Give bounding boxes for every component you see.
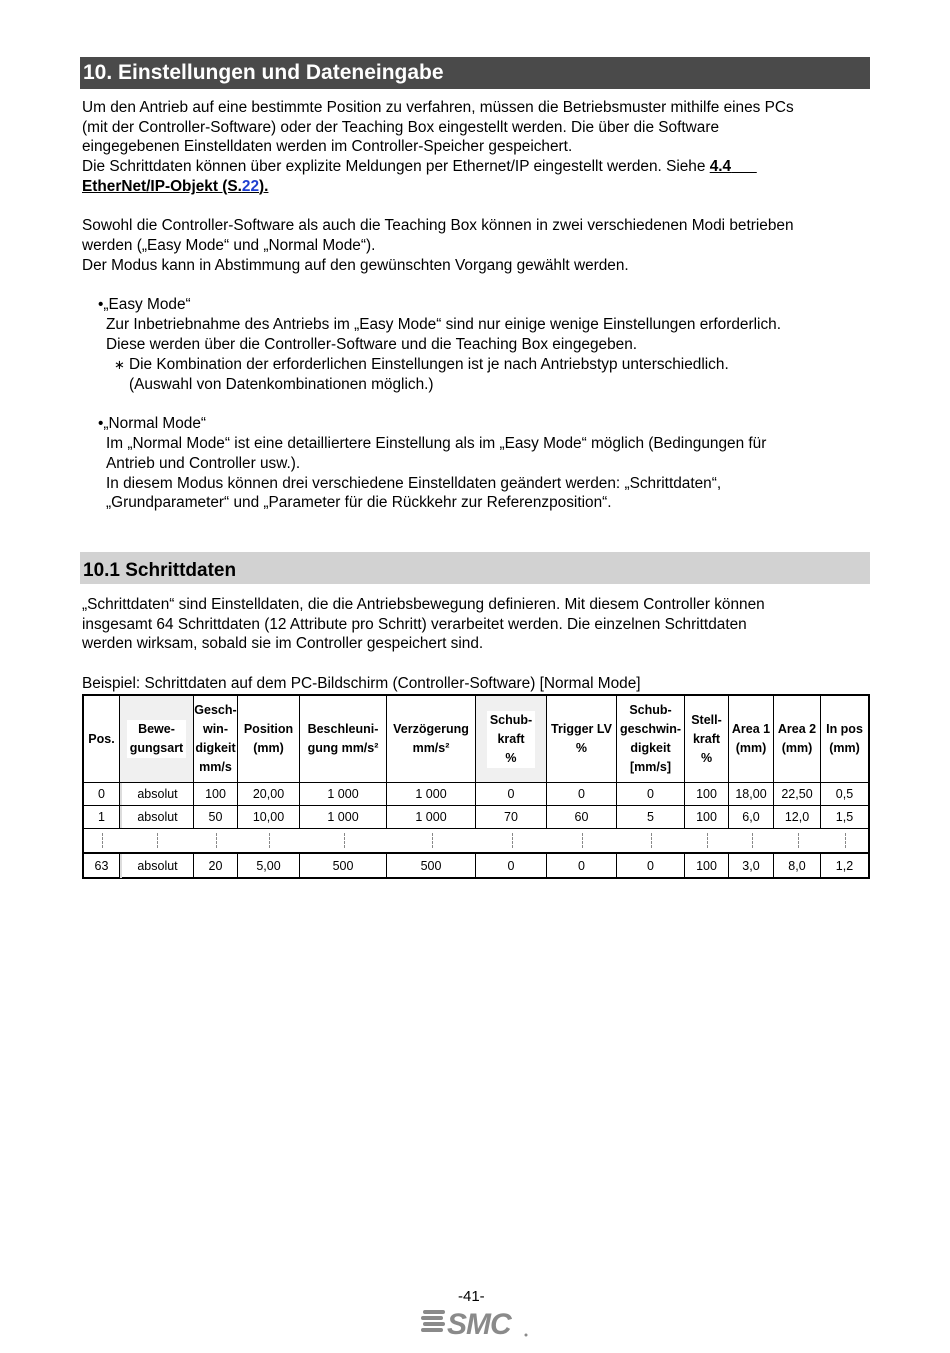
ellipsis-marker (269, 833, 270, 848)
header-beschleunigung (300, 696, 387, 782)
header-text: gung mm/s² (307, 741, 379, 755)
header-text: kraft (692, 731, 721, 746)
table-cell: 100 (685, 806, 729, 828)
header-text: % (505, 750, 517, 765)
ellipsis-marker (344, 833, 345, 848)
table-cell: absolut (120, 806, 194, 828)
header-text: Trigger LV (551, 722, 612, 736)
ellipsis-marker (707, 833, 708, 848)
header-pos (84, 696, 120, 782)
header-position (238, 696, 300, 782)
normal-mode-line-1: Im „Normal Mode“ ist eine detailliertere Einstellung als im „Easy Mode“ möglich (Bedingungen für (106, 435, 767, 452)
table-cell: 22,50 (774, 783, 821, 805)
modes-line-3: Der Modus kann in Abstimmung auf den gewünschten Vorgang gewählt werden. (82, 257, 629, 274)
header-text: Stell- (691, 712, 722, 727)
ellipsis-marker (216, 833, 217, 848)
table-cell: 1 000 (300, 783, 387, 805)
table-cell: 0 (617, 854, 685, 878)
page-number: -41- (458, 1288, 485, 1305)
header-text: % (700, 750, 713, 765)
table-cell: 0 (547, 783, 617, 805)
section-line-1: „Schrittdaten“ sind Einstelldaten, die die Antriebsbewegung definieren. Mit diesem Controller können (82, 596, 765, 613)
header-text: geschwin- (619, 722, 682, 736)
example-caption: Beispiel: Schrittdaten auf dem PC-Bildschirm (Controller-Software) [Normal Mode] (82, 675, 641, 692)
header-text: Position (243, 722, 294, 736)
ref-link-text: EtherNet/IP-Objekt (S. (82, 178, 242, 195)
intro-line-4 (82, 157, 757, 177)
header-text: digkeit (195, 741, 236, 755)
header-text: Beschleuni- (307, 722, 379, 736)
header-text: Bewe- (138, 722, 175, 736)
header-trigger-lv (547, 696, 617, 782)
header-text: (mm) (781, 741, 813, 755)
header-text: (mm) (253, 741, 284, 755)
table-ellipsis-row (84, 828, 868, 852)
header-text: Area 2 (777, 722, 817, 736)
table-cell: 0 (476, 783, 547, 805)
table-cell: 3,0 (729, 854, 774, 878)
table-cell: 100 (685, 783, 729, 805)
table-cell: 20,00 (238, 783, 300, 805)
table-cell: 0 (617, 783, 685, 805)
table-cell: absolut (120, 854, 194, 878)
header-area-2 (774, 696, 821, 782)
header-area-1 (729, 696, 774, 782)
header-text: Schub- (489, 712, 533, 727)
header-text: mm/s² (412, 741, 450, 755)
table-cell: 100 (685, 854, 729, 878)
header-text: Verzögerung (393, 722, 469, 736)
ellipsis-marker (845, 833, 846, 848)
ref-link-end: ). (259, 178, 269, 195)
header-schubkraft (476, 696, 547, 782)
table-cell: 10,00 (238, 806, 300, 828)
intro-line-4-text: Die Schrittdaten können über explizite Meldungen per Ethernet/IP eingestellt werden. Siehe (82, 158, 710, 175)
header-text: % (575, 741, 588, 755)
table-cell: 0 (547, 854, 617, 878)
header-geschwindigkeit (194, 696, 238, 782)
header-text: kraft (497, 731, 525, 746)
table-cell: 0 (476, 854, 547, 878)
header-text: (mm) (735, 741, 767, 755)
normal-mode-line-2: Antrieb und Controller usw.). (106, 455, 301, 472)
intro-line-3: eingegebenen Einstelldaten werden im Controller-Speicher gespeichert. (82, 138, 573, 155)
section-heading: 10.1 Schrittdaten (80, 552, 870, 584)
table-cell: 5 (617, 806, 685, 828)
table-header-row (84, 696, 868, 782)
header-stellkraft (685, 696, 729, 782)
header-text: win- (202, 722, 228, 736)
table-row (84, 782, 868, 805)
easy-mode-line-1: Zur Inbetriebnahme des Antriebs im „Easy Mode“ sind nur einige wenige Einstellungen erforderlich. (106, 316, 781, 333)
ellipsis-marker (102, 833, 103, 848)
ellipsis-marker (432, 833, 433, 848)
table-cell: 1 (84, 806, 120, 828)
header-verzoegerung (387, 696, 476, 782)
table-cell: 20 (194, 854, 238, 878)
header-text: Pos. (88, 731, 115, 746)
table-cell: 5,00 (238, 854, 300, 878)
table-cell: 1 000 (387, 806, 476, 828)
header-text: mm/s (199, 760, 232, 774)
table-cell: 1,2 (835, 859, 854, 873)
normal-mode-title: •„Normal Mode“ (98, 415, 207, 432)
table-cell: 63 (84, 854, 120, 878)
header-text: digkeit (630, 741, 671, 755)
table-cell: 1 000 (300, 806, 387, 828)
table-row (84, 805, 868, 828)
modes-line-1: Sowohl die Controller-Software als auch die Teaching Box können in zwei verschiedenen Modi betrieben (82, 217, 794, 234)
table-cell: 1,5 (835, 810, 854, 824)
table-cell: 12,0 (774, 806, 821, 828)
table-cell: 500 (300, 854, 387, 878)
table-cell: 500 (387, 854, 476, 878)
easy-mode-note-1: Die Kombination der erforderlichen Einstellungen ist je nach Antriebstyp unterschiedlich. (129, 356, 729, 373)
ref-section-number[interactable]: 4.4 (709, 158, 732, 175)
easy-mode-title: •„Easy Mode“ (98, 296, 191, 313)
intro-line-2: (mit der Controller-Software) oder der Teaching Box eingestellt werden. Die über die Software (82, 119, 720, 136)
chapter-heading: 10. Einstellungen und Dateneingabe (80, 57, 870, 89)
header-text: In pos (826, 722, 863, 736)
ellipsis-marker (651, 833, 652, 848)
header-bewegungsart (120, 696, 194, 782)
table-cell: 60 (547, 806, 617, 828)
table-row (84, 852, 868, 877)
header-text: Schub- (629, 703, 672, 717)
ellipsis-marker (582, 833, 583, 848)
table-cell: 8,0 (774, 854, 821, 878)
logo-text: SMC (447, 1308, 511, 1339)
table-cell: 70 (476, 806, 547, 828)
smc-logo (421, 1305, 531, 1339)
ellipsis-marker (157, 833, 158, 848)
header-text: [mm/s] (630, 760, 671, 774)
ref-link[interactable] (82, 177, 268, 197)
section-line-3: werden wirksam, sobald sie im Controller gespeichert sind. (82, 635, 484, 652)
header-in-pos (821, 696, 868, 782)
header-text: gungsart (129, 741, 184, 755)
table-cell: 6,0 (729, 806, 774, 828)
table-cell: 18,00 (729, 783, 774, 805)
table-cell: 50 (194, 806, 238, 828)
ref-page-link[interactable]: 22 (241, 178, 260, 195)
normal-mode-line-3: In diesem Modus können drei verschiedene Einstelldaten geändert werden: „Schrittdaten“, (106, 475, 722, 492)
header-schubgeschwindigkeit (617, 696, 685, 782)
asterisk-note-mark: ∗ (114, 357, 125, 372)
ellipsis-marker (752, 833, 753, 848)
modes-line-2: werden („Easy Mode“ und „Normal Mode“). (82, 237, 376, 254)
table-cell: 100 (194, 783, 238, 805)
ellipsis-marker (512, 833, 513, 848)
header-text: Area 1 (731, 722, 771, 736)
ellipsis-marker (798, 833, 799, 848)
header-text: Gesch- (194, 703, 237, 717)
table-cell: 0 (84, 783, 120, 805)
easy-mode-note-2: (Auswahl von Datenkombinationen möglich.) (129, 376, 434, 393)
table-cell: absolut (120, 783, 194, 805)
table-cell: 1 000 (387, 783, 476, 805)
intro-line-1: Um den Antrieb auf eine bestimmte Position zu verfahren, müssen die Betriebsmuster mithilfe eines PCs (82, 99, 794, 116)
easy-mode-line-2: Diese werden über die Controller-Software und die Teaching Box eingegeben. (106, 336, 638, 353)
table-cell: 0,5 (835, 787, 854, 801)
header-text: (mm) (829, 741, 860, 755)
normal-mode-line-4: „Grundparameter“ und „Parameter für die Rückkehr zur Referenzposition“. (106, 494, 612, 511)
step-data-table (82, 694, 870, 879)
section-line-2: insgesamt 64 Schrittdaten (12 Attribute pro Schritt) verarbeitet werden. Die einzelnen Schrittdaten (82, 616, 747, 633)
